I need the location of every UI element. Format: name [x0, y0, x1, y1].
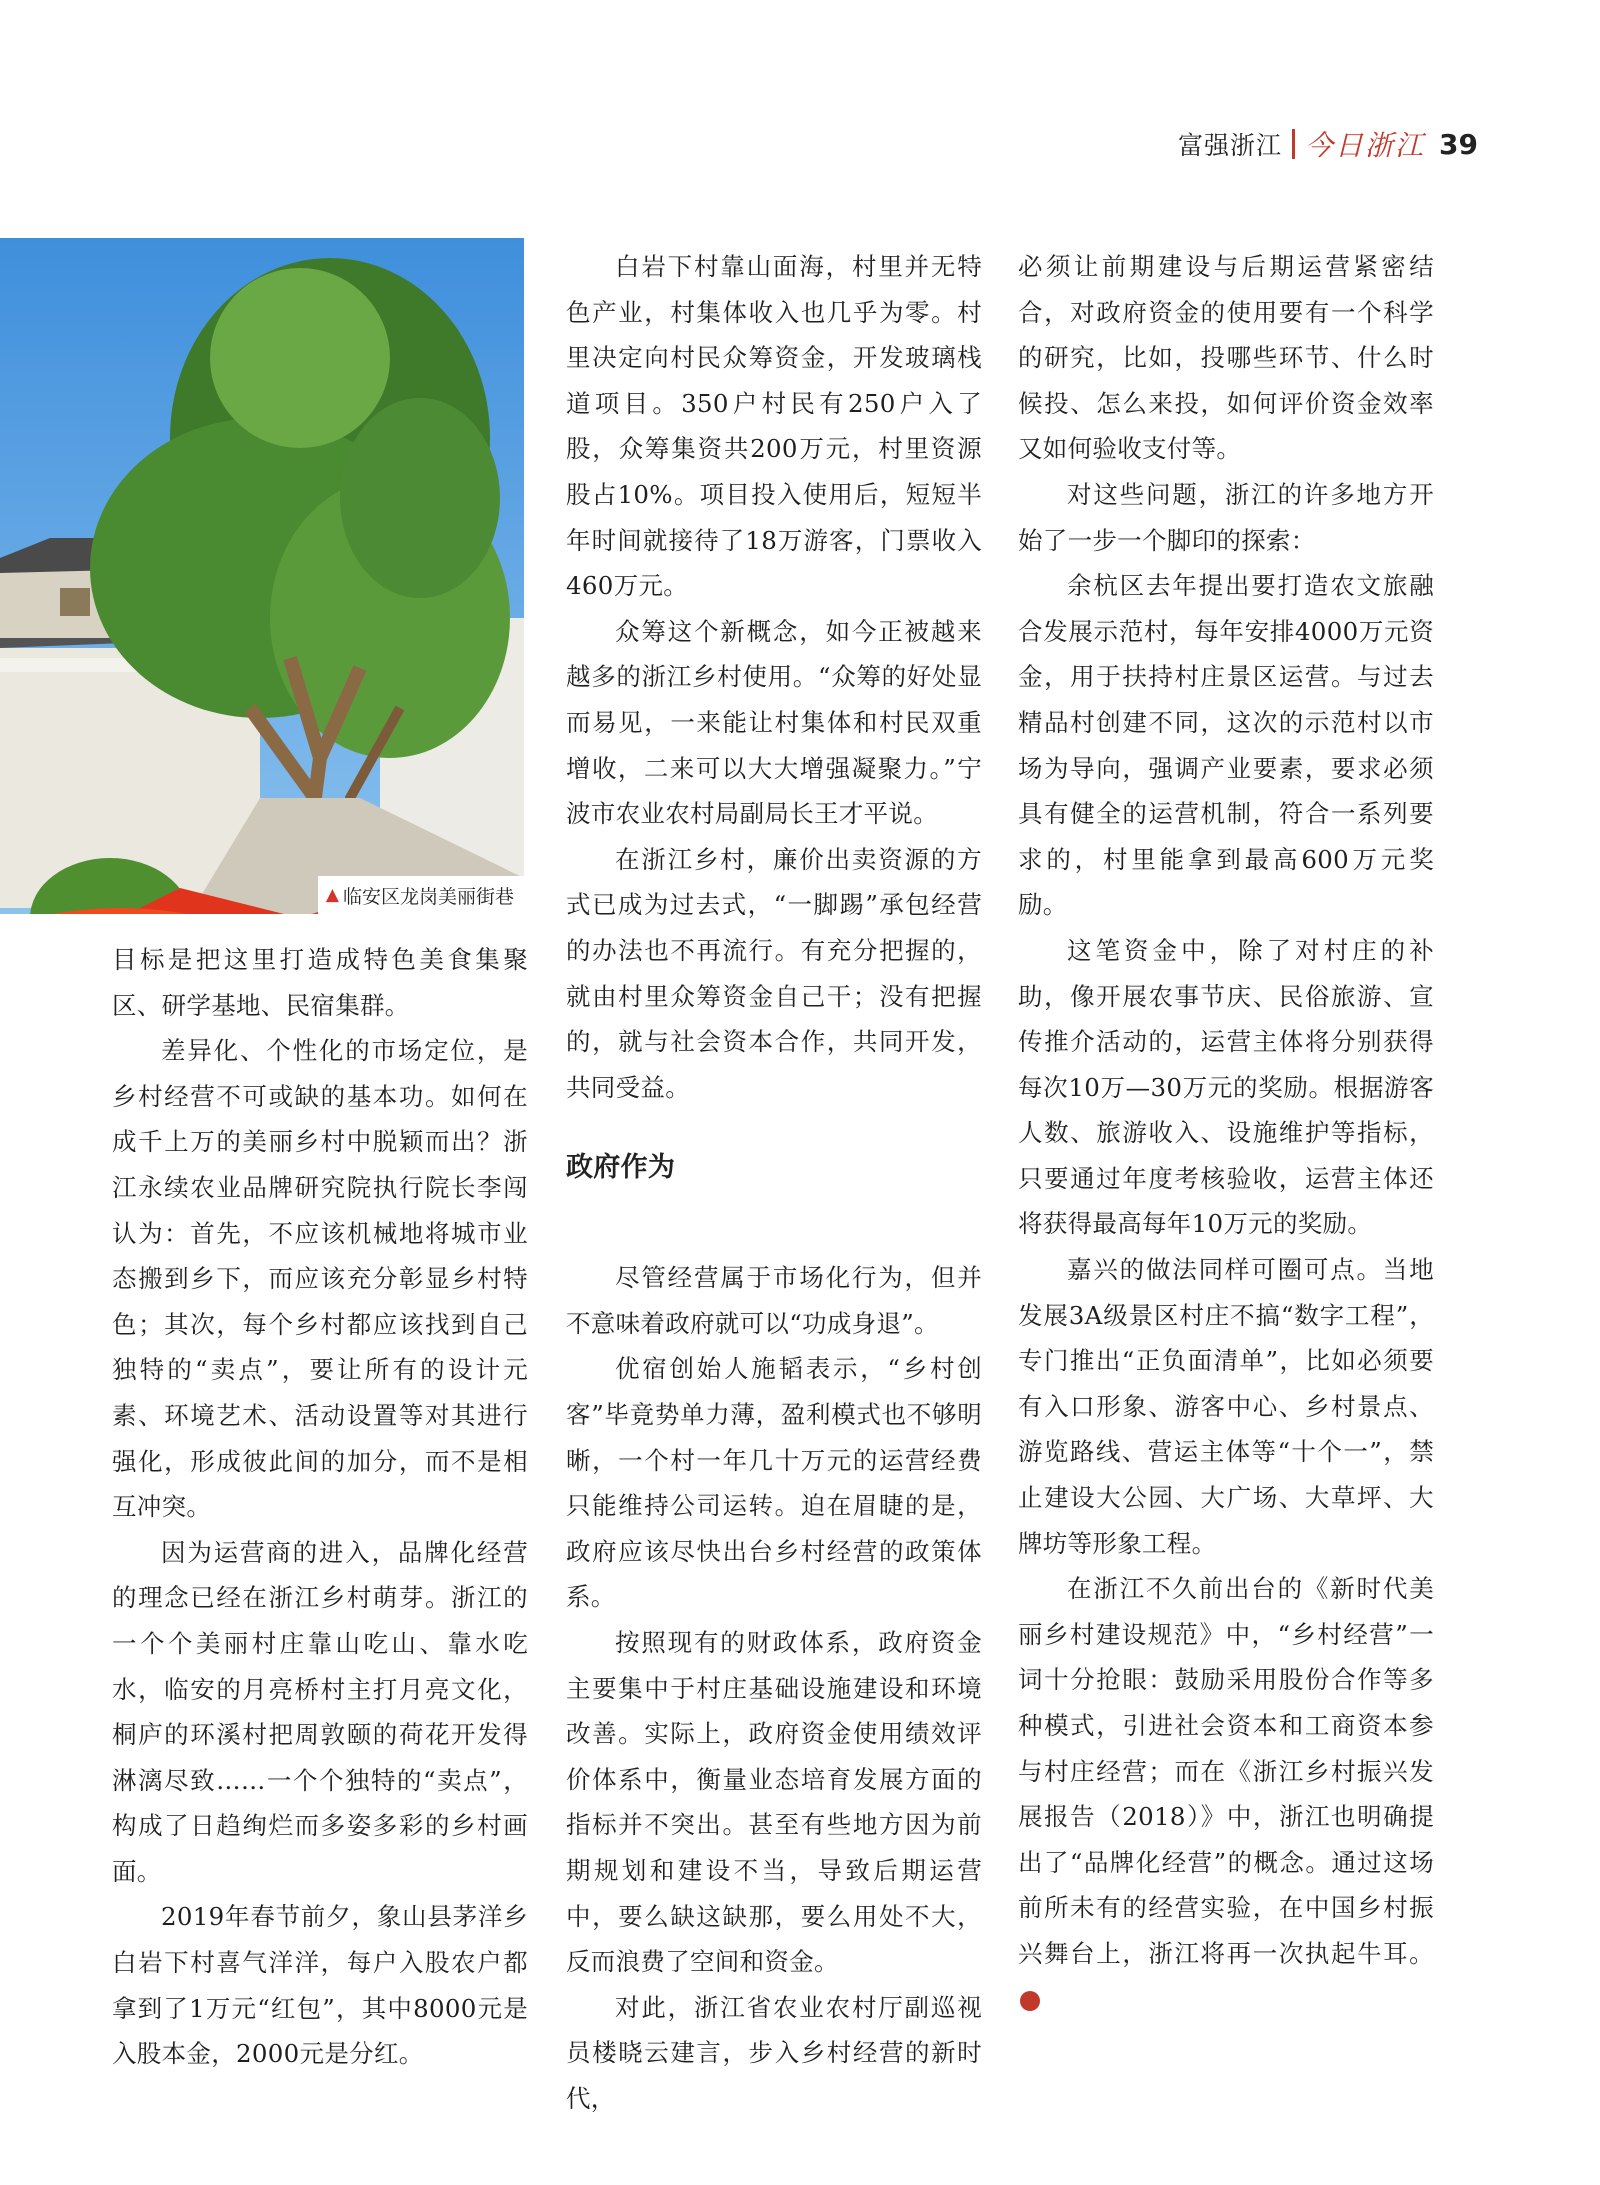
paragraph: 因为运营商的进入，品牌化经营的理念已经在浙江乡村萌芽。浙江的一个个美丽村庄靠山吃山、靠水吃水，临安的月亮桥村主打月亮文化，桐庐的环溪村把周敦颐的荷花开发得淋漓尽致……一个个独特的“卖点”，构成了日趋绚烂而多姿多彩的乡村画面。 [112, 1537, 528, 1886]
paragraph: 嘉兴的做法同样可圈可点。当地发展3A级景区村庄不搞“数字工程”，专门推出“正负面清单”，比如必须要有入口形象、游客中心、乡村景点、游览路线、营运主体等“十个一”，禁止建设大公园、大广场、大草坪、大牌坊等形象工程。 [1018, 1255, 1434, 1558]
paragraph: 在浙江乡村，廉价出卖资源的方式已成为过去式，“一脚踢”承包经营的办法也不再流行。有充分把握的，就由村里众筹资金自己干；没有把握的，就与社会资本合作，共同开发，共同受益。 [566, 844, 982, 1102]
paragraph: 差异化、个性化的市场定位，是乡村经营不可或缺的基本功。如何在成千上万的美丽乡村中脱颖而出？浙江永续农业品牌研究院执行院长李闯认为：首先，不应该机械地将城市业态搬到乡下，而应该充分彰显乡村特色；其次，每个乡村都应该找到自己独特的“卖点”，要让所有的设计元素、环境艺术、活动设置等对其进行强化，形成彼此间的加分，而不是相互冲突。 [112, 1036, 528, 1522]
paragraph: 尽管经营属于市场化行为，但并不意味着政府就可以“功成身退”。 [566, 1263, 982, 1338]
paragraph: 这笔资金中，除了对村庄的补助，像开展农事节庆、民俗旅游、宣传推介活动的，运营主体将分别获得每次10万—30万元的奖励。根据游客人数、旅游收入、设施维护等指标，只要通过年度考核验收，运营主体还将获得最高每年10万元的奖励。 [1018, 935, 1434, 1239]
article-column-1 [112, 937, 528, 2077]
paragraph [1018, 1566, 1434, 2022]
paragraph: 2019年春节前夕，象山县茅洋乡白岩下村喜气洋洋，每户入股农户都拿到了1万元“红包”，其中8000元是入股本金，2000元是分红。 [112, 1902, 528, 2069]
paragraph: 对此，浙江省农业农村厅副巡视员楼晓云建言，步入乡村经营的新时代， [566, 1992, 982, 2113]
caption-marker: ▲ [325, 885, 339, 905]
paragraph: 众筹这个新概念，如今正被越来越多的浙江乡村使用。“众筹的好处显而易见，一来能让村集体和村民双重增收，二来可以大大增强凝聚力。”宁波市农业农村局副局长王才平说。 [566, 616, 982, 829]
section-title: 富强浙江 [1178, 131, 1283, 160]
paragraph: 必须让前期建设与后期运营紧密结合，对政府资金的使用要有一个科学的研究，比如，投哪些环节、什么时候投、怎么来投，如何评价资金效率又如何验收支付等。 [1018, 252, 1434, 464]
photo-illustration [0, 238, 524, 914]
section-subheading: 政府作为 [566, 1152, 676, 1184]
end-mark-icon: 今 [1020, 1991, 1040, 2011]
running-header [1178, 124, 1478, 164]
article-column-3 [1018, 244, 1434, 2022]
paragraph: 优宿创始人施韬表示，“乡村创客”毕竟势单力薄，盈利模式也不够明晰，一个村一年几十万元的运营经费只能维持公司运转。迫在眉睫的是，政府应该尽快出台乡村经营的政策体系。 [566, 1354, 982, 1612]
paragraph: 对这些问题，浙江的许多地方开始了一步一个脚印的探索： [1018, 479, 1434, 555]
paragraph: 按照现有的财政体系，政府资金主要集中于村庄基础设施建设和环境改善。实际上，政府资金使用绩效评价体系中，衡量业态培育发展方面的指标并不突出。甚至有些地方因为前期规划和建设不当，导致后期运营中，要么缺这缺那，要么用处不大，反而浪费了空间和资金。 [566, 1628, 982, 1977]
page-number: 39 [1439, 127, 1478, 161]
paragraph: 目标是把这里打造成特色美食集聚区、研学基地、民宿集群。 [112, 945, 528, 1020]
magazine-logo: 今日浙江 [1305, 129, 1426, 162]
caption-text: 临安区龙岗美丽街巷 [342, 885, 514, 908]
article-photo [0, 238, 524, 914]
article-column-2 [566, 244, 982, 2122]
paragraph-text: 在浙江不久前出台的《新时代美丽乡村建设规范》中，“乡村经营”一词十分抢眼：鼓励采用股份合作等多种模式，引进社会资本和工商资本参与村庄经营；而在《浙江乡村振兴发展报告（2018）》中，浙江也明确提出了“品牌化经营”的概念。通过这场前所未有的经营实验，在中国乡村振兴舞台上，浙江将再一次执起牛耳。 [1018, 1574, 1434, 1968]
header-divider [1292, 129, 1295, 159]
paragraph: 余杭区去年提出要打造农文旅融合发展示范村，每年安排4000万元资金，用于扶持村庄景区运营。与过去精品村创建不同，这次的示范村以市场为导向，强调产业要素，要求必须具有健全的运营机制，符合一系列要求的，村里能拿到最高600万元奖励。 [1018, 571, 1434, 920]
photo-caption [318, 876, 524, 914]
paragraph: 白岩下村靠山面海，村里并无特色产业，村集体收入也几乎为零。村里决定向村民众筹资金，开发玻璃栈道项目。350户村民有250户入了股，众筹集资共200万元，村里资源股占10%。项目投入使用后，短短半年时间就接待了18万游客，门票收入460万元。 [566, 252, 982, 601]
